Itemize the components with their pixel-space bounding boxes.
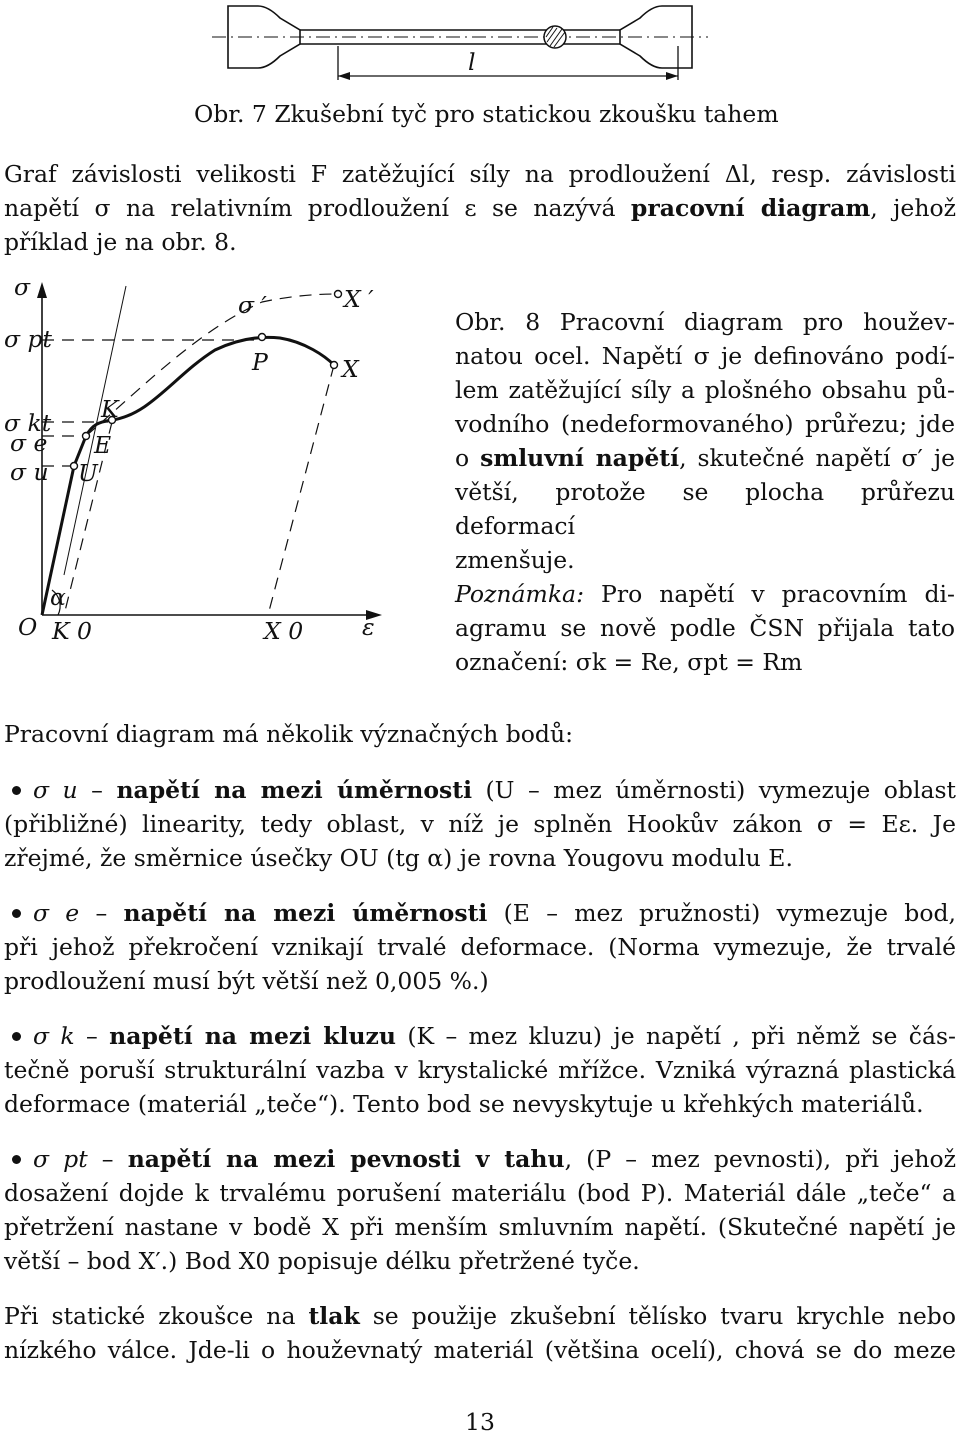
bullet-4-line-4: větší – bod X′.) Bod X0 popisuje délku přetržené tyče. (4, 1247, 640, 1275)
length-label: l (468, 48, 476, 76)
point-P (259, 334, 266, 341)
label-sigma: σ (14, 273, 31, 301)
label-X: X (342, 355, 359, 383)
label-X-prime: X ′ (344, 285, 374, 313)
cross-section-hatch (544, 26, 566, 48)
page-number: 13 (465, 1408, 495, 1436)
bullet-2-line-3: prodloužení musí být větší než 0,005 %.) (4, 967, 489, 995)
point-U (71, 463, 78, 470)
bullet-dot (12, 786, 21, 795)
label-sigma-prime: σ ′ (238, 291, 267, 319)
bullet-3-line-1: σ k – napětí na mezi kluzu (K – mez kluzu) je napětí , při němž se čás- (4, 1019, 956, 1053)
label-alpha: α (50, 583, 66, 611)
label-sigma-kt: σ kt (4, 409, 52, 437)
label-epsilon: ε (362, 613, 375, 641)
intro-line-2: napětí σ na relativním prodloužení ε se nazývá pracovní diagram, jehož (4, 194, 956, 222)
bullet-3-line-2: tečně poruší strukturální vazba v krystalické mřížce. Vzniká výrazná plastická (4, 1056, 956, 1084)
note-label: Poznámka: (455, 580, 584, 608)
bullet-3-line-3: deformace (materiál „teče“). Tento bod se nevyskytuje u křehkých materiálů. (4, 1090, 924, 1118)
label-sigma-e: σ e (10, 429, 48, 457)
term-smluvni-napeti: smluvní napětí (480, 444, 680, 472)
figure7-caption: Obr. 7 Zkušební tyč pro statickou zkoušku tahem (194, 100, 779, 128)
bullet-2-line-1: σ e – napětí na mezi úměrnosti (E – mez pružnosti) vymezuje bod, (4, 896, 956, 930)
intro-line-1: Graf závislosti velikosti F zatěžující síly na prodloužení Δl, resp. závislosti (4, 160, 956, 188)
label-sigma-pt: σ pt (4, 325, 52, 353)
bullet-1-line-2: (přibližné) linearity, tedy oblast, v níž je splněn Hookův zákon σ = Eε. Je (4, 810, 956, 838)
closing-line-2: nízkého válce. Jde-li o houževnatý materiál (většina ocelí), chová se do meze (4, 1336, 956, 1364)
bullet-4-line-1: σ pt – napětí na mezi pevnosti v tahu, (P – mez pevnosti), při jehož (4, 1142, 956, 1176)
term-tlak: tlak (308, 1302, 360, 1330)
test-bar-figure (210, 0, 710, 80)
label-P: P (252, 348, 268, 376)
label-K0: K 0 (52, 617, 92, 645)
label-X0: X 0 (264, 617, 304, 645)
label-sigma-u: σ u (10, 458, 49, 486)
bullet-2-line-2: při jehož překročení vznikají trvalé deformace. (Norma vymezuje, že trvalé (4, 933, 956, 961)
term-pracovni-diagram: pracovní diagram (630, 194, 871, 222)
closing-line-1: Při statické zkoušce na tlak se použije zkušební tělísko tvaru krychle nebo (4, 1302, 956, 1330)
label-E: E (94, 431, 112, 459)
bullet-1-line-1: σ u – napětí na mezi úměrnosti (U – mez úměrnosti) vymezuje oblast (4, 773, 956, 807)
point-X-prime (335, 291, 342, 298)
intro-line-3: příklad je na obr. 8. (4, 228, 237, 256)
point-E (83, 433, 90, 440)
point-X (331, 362, 338, 369)
bullet-dot (12, 1032, 21, 1041)
bullet-1-line-3: zřejmé, že směrnice úsečky OU (tg α) je rovna Yougovu modulu E. (4, 844, 793, 872)
label-K: K (101, 395, 119, 423)
label-origin: O (18, 613, 38, 641)
bullet-4-line-2: dosažení dojde k trvalému porušení materiálu (bod P). Materiál dále „teče“ a (4, 1179, 956, 1207)
figure8-caption: Obr. 8 Pracovní diagram pro houžev- natou ocel. Napětí σ je definováno podí- lem zatěžující síly a plošného obsahu pů- vodního (nedeformovaného) průřezu; jde o smluvní napětí, skutečné napětí σ′ je větší, protože se plocha průřezu deformací zmenšuje. Poznámka: Pro napětí v pracovním di- agramu se nově podle ČSN přijala tato označení: σk = Re, σpt = Rm (455, 308, 956, 676)
bullet-4-line-3: přetržení nastane v bodě X při menším smluvním napětí. (Skutečné napětí je (4, 1213, 956, 1241)
bullet-dot (12, 1155, 21, 1164)
points-intro: Pracovní diagram má několik význačných bodů: (4, 720, 574, 748)
label-U: U (78, 459, 98, 487)
bullet-dot (12, 909, 21, 918)
